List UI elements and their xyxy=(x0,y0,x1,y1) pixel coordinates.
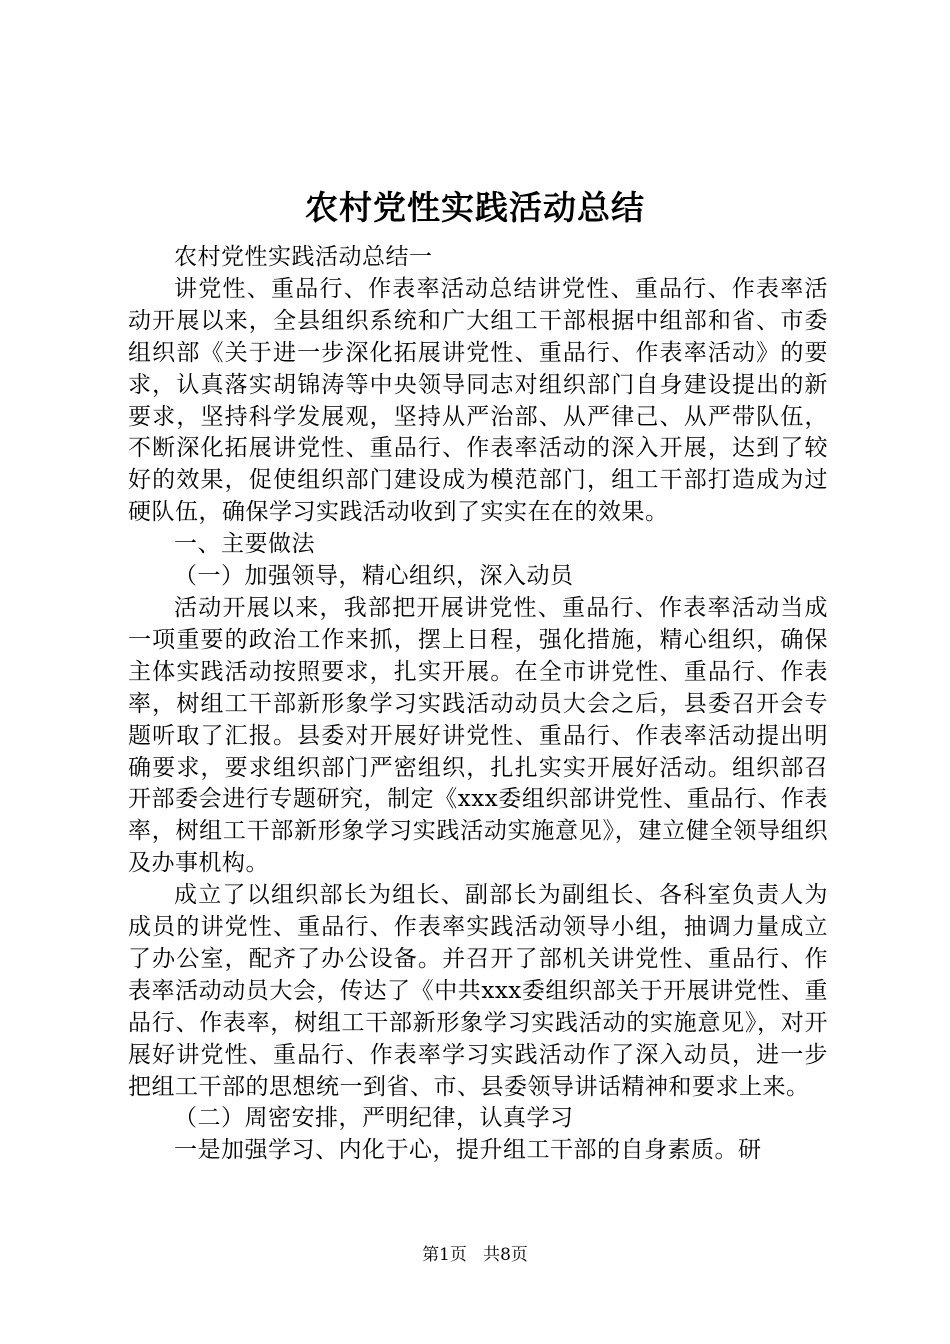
subsection-heading: （一）加强领导，精心组织，深入动员 xyxy=(174,563,574,590)
section-subtitle: 农村党性实践活动总结一 xyxy=(174,244,433,270)
body-paragraph: 成立了以组织部长为组长、副部长为副组长、各科室负责人为成员的讲党性、重品行、作表率实践活动领导小组，抽调力量成立了办公室，配齐了办公设备。并召开了部机关讲党性、重品行、作表率活动动员大会，传达了《中共xxx委组织部关于开展讲党性、重品行、作表率，树组工干部新形象学习实践活动的实施意见》，对开展好讲党性、重品行、作表率学习实践活动作了深入动员，进一步把组工干部的思想统一到省、市、县委领导讲话精神和要求上来。 xyxy=(128,882,828,1100)
document-title: 农村党性实践活动总结 xyxy=(305,188,645,227)
subsection-heading: （二）周密安排，严明纪律，认真学习 xyxy=(174,1105,574,1132)
section-heading: 一、主要做法 xyxy=(174,531,315,558)
body-paragraph: 讲党性、重品行、作表率活动总结讲党性、重品行、作表率活动开展以来，全县组织系统和广大组工干部根据中组部和省、市委组织部《关于进一步深化拓展讲党性、重品行、作表率活动》的要求，认真落实胡锦涛等中央领导同志对组织部门自身建设提出的新要求，坚持科学发展观，坚持从严治部、从严律己、从严带队伍，不断深化拓展讲党性、重品行、作表率活动的深入开展，达到了较好的效果，促使组织部门建设成为模范部门，组工干部打造成为过硬队伍，确保学习实践活动收到了实实在在的效果。 xyxy=(128,275,828,526)
total-page-count: 共8页 xyxy=(483,1245,528,1265)
footer-separator xyxy=(472,1245,477,1265)
page-footer xyxy=(0,1243,950,1267)
current-page-number: 第1页 xyxy=(422,1245,467,1265)
body-paragraph: 一是加强学习、内化于心，提升组工干部的自身素质。研 xyxy=(174,1137,762,1164)
document-body xyxy=(128,242,828,1167)
body-paragraph: 活动开展以来，我部把开展讲党性、重品行、作表率活动当成一项重要的政治工作来抓，摆上日程，强化措施，精心组织，确保主体实践活动按照要求，扎实开展。在全市讲党性、重品行、作表率，树组工干部新形象学习实践活动动员大会之后，县委召开会专题听取了汇报。县委对开展好讲党性、重品行、作表率活动提出明确要求，要求组织部门严密组织，扎扎实实开展好活动。组织部召开部委会进行专题研究，制定《xxx委组织部讲党性、重品行、作表率，树组工干部新形象学习实践活动实施意见》，建立健全领导组织及办事机构。 xyxy=(128,594,828,877)
